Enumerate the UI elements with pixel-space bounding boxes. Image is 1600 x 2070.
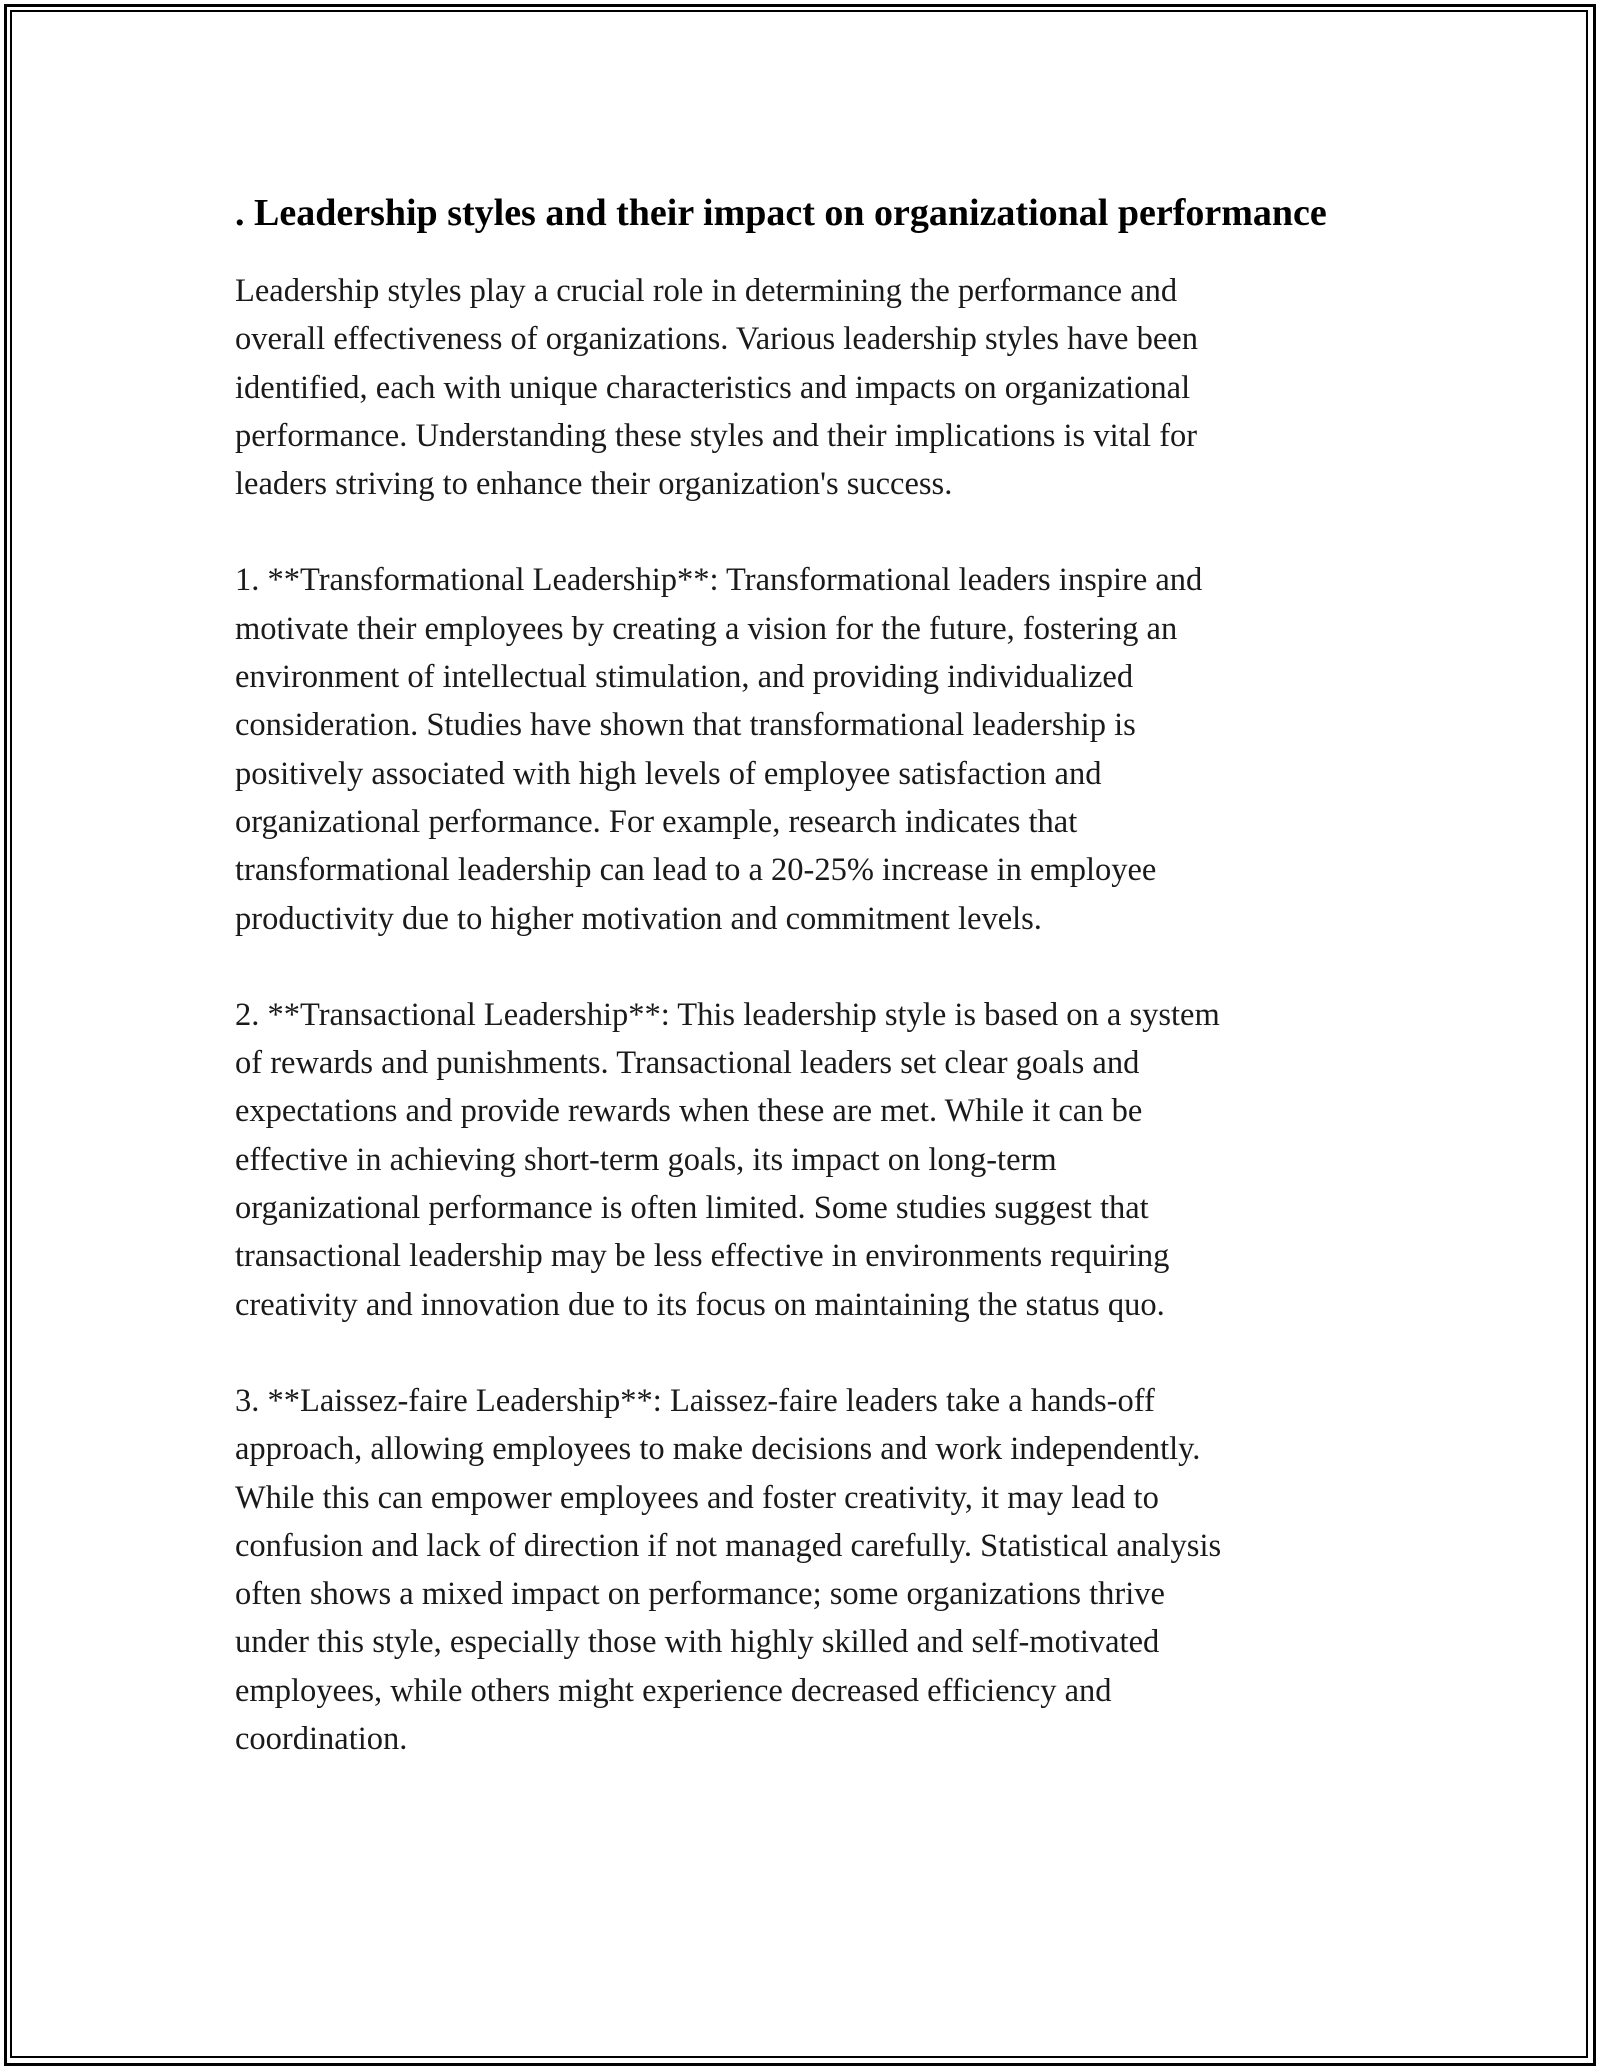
transactional-leadership-paragraph: 2. **Transactional Leadership**: This leadership style is based on a system of rewards and punishments. Transactional leaders set clear goals and expectations and provide rewards when these are met. While it can be effective in achieving short-term goals, its impact on long-term organizational performance is often limited. Some studies suggest that transactional leadership may be less effective in environments requiring creativity and innovation due to its focus on maintaining the status quo. <box>235 996 1220 1323</box>
document-body <box>235 186 1375 1811</box>
transformational-leadership-paragraph: 1. **Transformational Leadership**: Transformational leaders inspire and motivate their employees by creating a vision for the future, fostering an environment of intellectual stimulation, and providing individualized consideration. Studies have shown that transformational leadership is positively associated with high levels of employee satisfaction and organizational performance. For example, research indicates that transformational leadership can lead to a 20-25% increase in employee productivity due to higher motivation and commitment levels. <box>235 562 1203 937</box>
intro-paragraph: Leadership styles play a crucial role in determining the performance and overall effectiveness of organizations. Various leadership styles have been identified, each with unique characteristics and impacts on organizational performance. Understanding these styles and their implications is vital for leaders striving to enhance their organization's success. <box>235 273 1198 503</box>
laissez-faire-leadership-paragraph: 3. **Laissez-faire Leadership**: Laissez-faire leaders take a hands-off approach, allowing employees to make decisions and work independently. While this can empower employees and foster creativity, it may lead to confusion and lack of direction if not managed carefully. Statistical analysis often shows a mixed impact on performance; some organizations thrive under this style, especially those with highly skilled and self-motivated employees, while others might experience decreased efficiency and coordination. <box>235 1382 1222 1758</box>
document-title: . Leadership styles and their impact on organizational performance <box>235 192 1327 234</box>
